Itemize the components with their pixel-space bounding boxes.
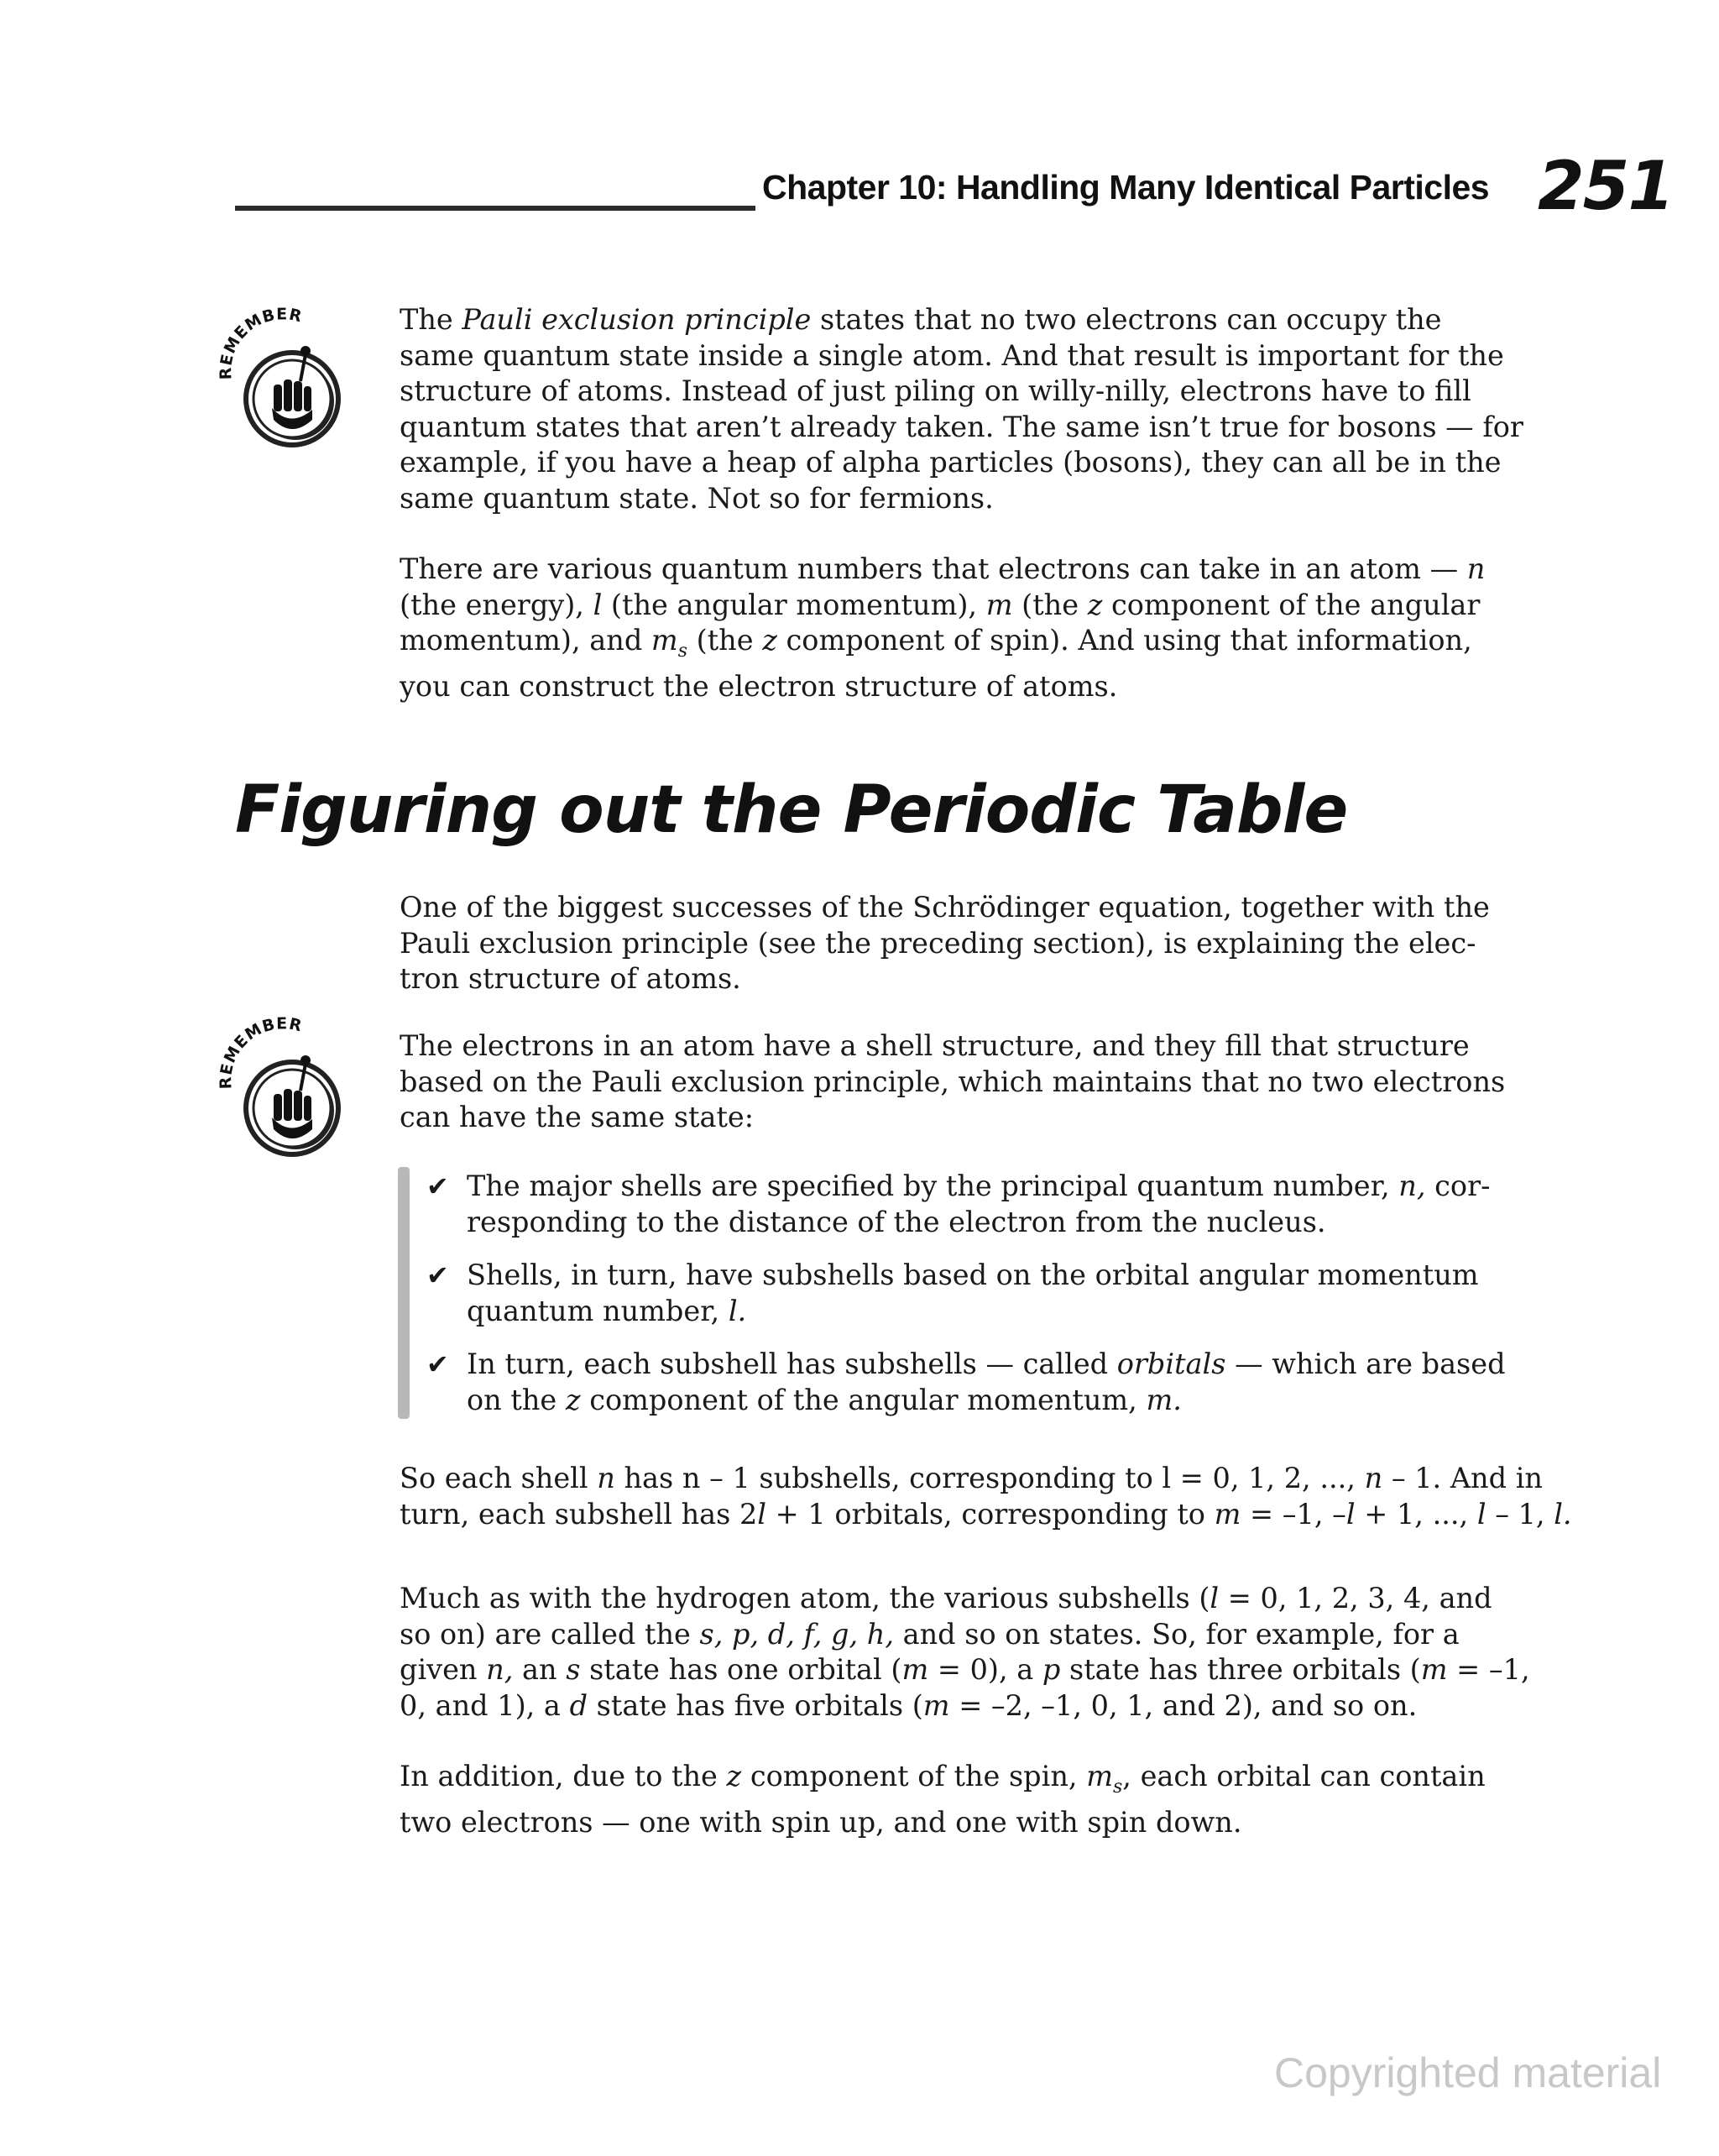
- list-item: ✔ In turn, each subshell has subshells — called orbitals — which are based on the z component of the angular momentum, m.: [426, 1348, 1506, 1416]
- check-icon: ✔: [426, 1259, 449, 1291]
- remember-label: REMEMBER: [217, 305, 305, 380]
- paragraph-subshells: So each shell n has n – 1 subshells, corresponding to l = 0, 1, 2, ..., n – 1. And in turn, each subshell has 2l + 1 orbitals, corresponding to m = –1, –l + 1, ..., l – 1, l.: [400, 1462, 1572, 1531]
- check-icon: ✔: [426, 1170, 449, 1202]
- paragraph-orbital-states: Much as with the hydrogen atom, the various subshells (l = 0, 1, 2, 3, 4, and so on) are called the s, p, d, f, g, h, and so on states. So, for example, for a given n, an s state has one orbital (m = 0), a p state has three orbitals (m = –1, 0, and 1), a d state has five orbitals (m = –2, –1, 0, 1, and 2), and so on.: [400, 1582, 1530, 1722]
- chapter-title: Chapter 10: Handling Many Identical Particles: [762, 168, 1490, 207]
- paragraph-spin: In addition, due to the z component of the spin, $m_s$, each orbital can contain two electrons — one with spin up, and one with spin down.: [400, 1760, 1486, 1839]
- list-item: ✔ Shells, in turn, have subshells based on the orbital angular momentum quantum number, l.: [426, 1259, 1479, 1327]
- page-number: 251: [1538, 147, 1673, 225]
- header-rule: [235, 206, 755, 211]
- remember-label: REMEMBER: [217, 1014, 305, 1090]
- section-heading: Figuring out the Periodic Table: [235, 772, 1348, 848]
- paragraph-schrodinger-success: One of the biggest successes of the Schrödinger equation, together with the Pauli exclusion principle (see the preceding section), is explaining the elec- tron structure of atoms.: [400, 891, 1490, 995]
- remember-hand-icon: [208, 302, 359, 453]
- copyright-watermark: Copyrighted material: [1274, 2049, 1662, 2096]
- list-item: ✔ The major shells are specified by the principal quantum number, n, cor- responding to the distance of the electron from the nucleus.: [426, 1170, 1491, 1238]
- remember-hand-icon: [208, 1012, 359, 1163]
- bullet-list-bar: [398, 1167, 410, 1419]
- bullet-list: [426, 1169, 1506, 1436]
- check-icon: ✔: [426, 1348, 449, 1380]
- paragraph-quantum-numbers: There are various quantum numbers that electrons can take in an atom — n (the energy), l (the angular momentum), m (the z component of the angular momentum), and $m_s$ (the z component of spin). And using that information, you can construct the electron structure of atoms.: [400, 552, 1486, 704]
- paragraph-pauli-exclusion: The Pauli exclusion principle states that no two electrons can occupy the same quantum state inside a single atom. And that result is important for the structure of atoms. Instead of just piling on willy-nilly, electrons have to fill quantum states that aren’t already taken. The same isn’t true for bosons — for example, if you have a heap of alpha particles (bosons), they can all be in the same quantum state. Not so for fermions.: [400, 303, 1523, 515]
- paragraph-shell-structure: The electrons in an atom have a shell structure, and they fill that structure based on the Pauli exclusion principle, which maintains that no two electrons can have the same state:: [400, 1029, 1506, 1133]
